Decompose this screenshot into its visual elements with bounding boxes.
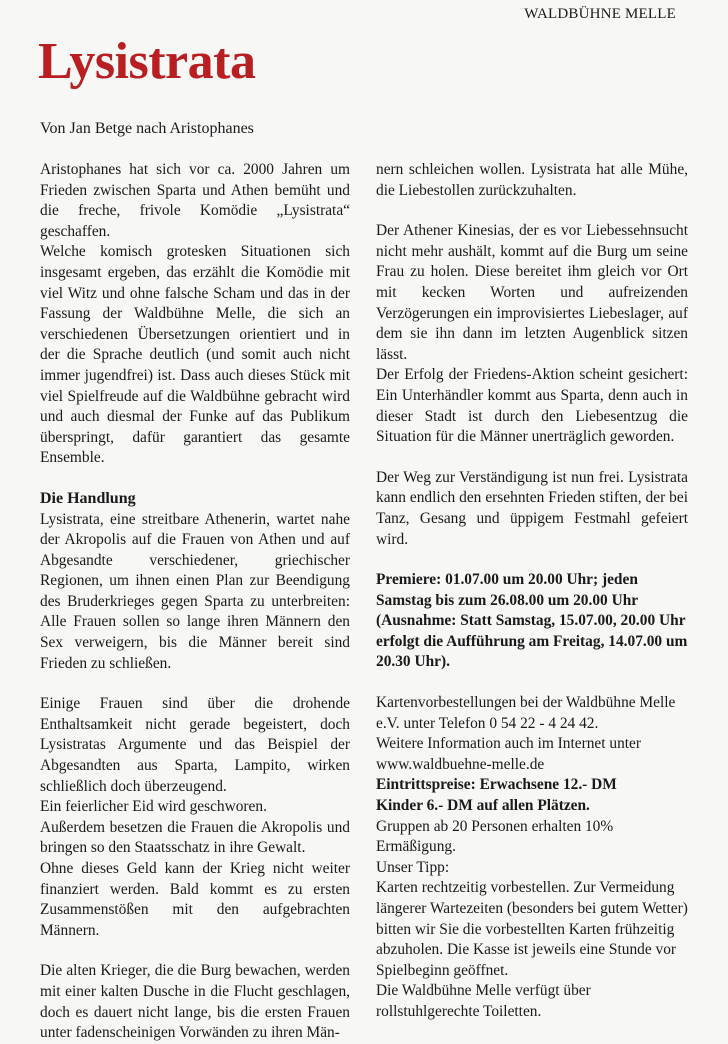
left-column: [40, 160, 350, 1044]
plot-paragraph-2a: Einige Frauen sind über die drohende Enthaltsamkeit nicht gerade begeistert, doch Lysistratas Argumente und das Beispiel der Abgesandten aus Sparta, Lampito, wirken schließlich doch überzeugend.: [40, 695, 350, 795]
plot-paragraph-2b: Ein feierlicher Eid wird geschworen.: [40, 798, 267, 816]
plot-paragraph-1: Lysistrata, eine streitbare Athenerin, wartet nahe der Akropolis auf die Frauen von Athen und auf Abgesandte verschiedener, griechischer Regionen, um ihnen einen Plan zur Beendigung des Bruderkrieges gegen Sparta zu unterbreiten: Alle Frauen sollen so lange ihren Männern den Sex verweigern, bis die Männer bereit sind Frieden zu schließen.: [40, 510, 350, 672]
publication-header: WALDBÜHNE MELLE: [524, 6, 676, 22]
resolution-paragraph: Der Weg zur Verständigung ist nun frei. Lysistrata kann endlich den ersehnten Frieden stiften, der bei Tanz, Gesang und üppigem Festmahl gefeiert wird.: [376, 468, 688, 548]
website-link[interactable]: www.waldbuehne-melle.de: [376, 755, 545, 773]
plot-paragraph-2c: Außerdem besetzen die Frauen die Akropolis und bringen so den Staatsschatz in ihre Gewalt.: [40, 818, 350, 857]
plot-heading: Die Handlung: [40, 489, 136, 507]
prices-adults: Eintrittspreise: Erwachsene 12.- DM: [376, 776, 617, 794]
plot-paragraph-3: Die alten Krieger, die die Burg bewachen, werden mit einer kalten Dusche in die Flucht geschlagen, doch es dauert nicht lange, bis die ersten Frauen unter fadenscheinigen Vorwänden zu ihren Män-: [40, 962, 350, 1042]
intro-paragraph-2: Welche komisch grotesken Situationen sich insgesamt ergeben, das erzählt die Komödie mit viel Witz und ohne falsche Scham und das in der Fassung der Waldbühne Melle, die sich an verschiedenen Übersetzungen orientiert und in der die Sprache deutlich (und somit auch nicht immer jugendfrei) ist. Dass auch dieses Stück mit viel Spielfreude auf die Waldbühne gebracht wird und auch diesmal der Funke auf das Publikum überspringt, dafür garantiert das gesamte Ensemble.: [40, 243, 350, 467]
accessibility-info: Die Waldbühne Melle verfügt über rollstuhlgerechte Toiletten.: [376, 982, 591, 1020]
kinesias-paragraph: Der Athener Kinesias, der es vor Liebessehnsucht nicht mehr aushält, kommt auf die Burg um seine Frau zu holen. Diese bereitet ihm gleich vor Ort mit kecken Worten und aufreizenden Verzögerungen ein improvisiertes Liebeslager, auf dem sie ihn dann im letzten Augenblick sitzen lässt.: [376, 222, 688, 363]
premiere-info: Premiere: 01.07.00 um 20.00 Uhr; jeden Samstag bis zum 26.08.00 um 20.00 Uhr (Ausnahme: Statt Samstag, 15.07.00, 20.00 Uhr erfolgt die Aufführung am Freitag, 14.07.00 um 20.30 Uhr).: [376, 571, 688, 671]
right-column: [376, 160, 688, 1023]
intro-paragraph-1: Aristophanes hat sich vor ca. 2000 Jahren um Frieden zwischen Sparta und Athen bemüht und die freche, frivole Komödie „Lysistrata“ geschaffen.: [40, 161, 350, 240]
peace-success-paragraph: Der Erfolg der Friedens-Aktion scheint gesichert: Ein Unterhändler kommt aus Sparta, denn auch in dieser Stadt ist durch den Liebesentzug die Situation für die Männer unerträglich geworden.: [376, 366, 688, 446]
article-subtitle: Von Jan Betge nach Aristophanes: [40, 120, 254, 137]
internet-info: Weitere Information auch im Internet unter: [376, 735, 641, 753]
article-title: Lysistrata: [38, 33, 256, 90]
continued-paragraph: nern schleichen wollen. Lysistrata hat alle Mühe, die Liebestollen zurückzuhalten.: [376, 161, 688, 199]
ticket-info: Kartenvorbestellungen bei der Waldbühne Melle e.V. unter Telefon 0 54 22 - 4 24 42.: [376, 694, 676, 732]
tip-text: Karten rechtzeitig vorbestellen. Zur Vermeidung längerer Wartezeiten (besonders bei gutem Wetter) bitten wir Sie die vorbestellten Karten frühzeitig abzuholen. Die Kasse ist jeweils eine Stunde vor Spielbeginn geöffnet.: [376, 879, 688, 979]
plot-paragraph-2d: Ohne dieses Geld kann der Krieg nicht weiter finanziert werden. Bald kommt es zu ersten Zusammenstößen mit den aufgebrachten Männern.: [40, 860, 350, 939]
prices-children: Kinder 6.- DM auf allen Plätzen.: [376, 797, 590, 815]
group-discount: Gruppen ab 20 Personen erhalten 10% Ermäßigung.: [376, 817, 614, 856]
tip-label: Unser Tipp:: [376, 858, 450, 876]
